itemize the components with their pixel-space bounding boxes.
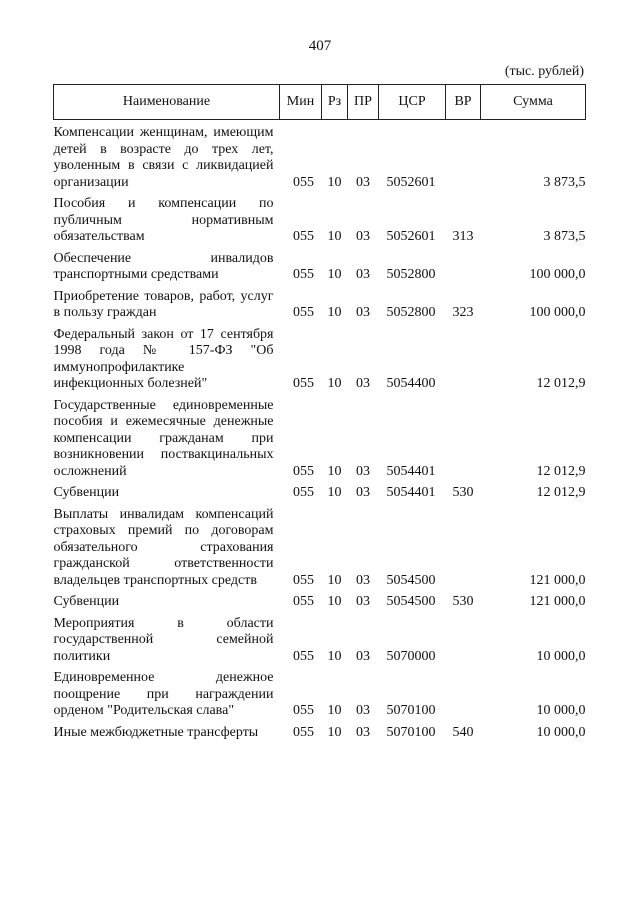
row-sum: 10 000,0 (536, 703, 586, 718)
row-min: 055 (293, 229, 314, 244)
row-name: Пособия и компенсации по публичным нормативным обязательствам (53, 196, 274, 244)
table-row (54, 720, 586, 742)
row-name: Федеральный закон от 17 сентября 1998 года № 157-ФЗ "Об иммунопрофилактике инфекционных болезней" (53, 326, 274, 391)
row-sum: 3 873,5 (543, 229, 586, 244)
row-sum: 10 000,0 (536, 648, 586, 664)
row-sum: 121 000,0 (529, 594, 586, 609)
row-vr (446, 246, 481, 284)
row-csr: 5070100 (386, 724, 436, 740)
table-row (54, 191, 586, 246)
row-vr: 530 (452, 485, 474, 500)
row-sum: 3 873,5 (543, 174, 586, 190)
row-pr: 03 (356, 572, 370, 588)
row-rz: 10 (327, 174, 342, 190)
row-csr: 5052800 (386, 267, 436, 282)
header-vr: ВР (446, 85, 481, 120)
row-pr: 03 (356, 463, 370, 479)
row-pr: 03 (356, 305, 370, 320)
row-vr (446, 393, 481, 481)
row-vr (446, 120, 481, 192)
row-csr: 5054500 (386, 572, 436, 588)
header-pr: ПР (348, 85, 379, 120)
row-rz: 10 (327, 305, 342, 320)
row-csr: 5054401 (386, 485, 436, 500)
table-row (54, 665, 586, 720)
table-row (54, 284, 586, 322)
row-csr: 5052800 (386, 305, 436, 320)
row-name: Иные межбюджетные трансферты (53, 724, 259, 740)
row-min: 055 (293, 174, 314, 190)
row-sum: 12 012,9 (536, 485, 586, 500)
table-row (54, 611, 586, 666)
row-sum: 12 012,9 (536, 376, 586, 391)
row-vr (446, 665, 481, 720)
table-row (54, 589, 586, 611)
row-rz: 10 (327, 229, 342, 244)
row-min: 055 (293, 572, 314, 588)
row-pr: 03 (356, 703, 370, 718)
row-vr: 313 (452, 229, 474, 244)
row-min: 055 (293, 305, 314, 320)
row-rz: 10 (327, 376, 342, 391)
row-sum: 100 000,0 (529, 305, 586, 320)
row-pr: 03 (356, 724, 370, 740)
row-min: 055 (293, 703, 314, 718)
table-row (54, 246, 586, 284)
table-header-row (54, 85, 586, 120)
row-csr: 5052601 (386, 174, 436, 190)
table-row (54, 480, 586, 502)
row-vr: 540 (452, 724, 474, 740)
table-row (54, 393, 586, 481)
row-csr: 5052601 (386, 229, 436, 244)
row-rz: 10 (327, 485, 342, 500)
budget-table (53, 84, 586, 741)
table-row (54, 502, 586, 590)
row-vr (446, 611, 481, 666)
row-sum: 12 012,9 (536, 463, 586, 479)
row-sum: 10 000,0 (536, 724, 586, 740)
row-min: 055 (293, 724, 314, 740)
row-name: Обеспечение инвалидов транспортными средствами (53, 250, 274, 282)
row-vr: 323 (452, 305, 474, 320)
row-pr: 03 (356, 648, 370, 664)
row-pr: 03 (356, 376, 370, 391)
row-name: Субвенции (53, 485, 120, 500)
row-rz: 10 (327, 267, 342, 282)
row-rz: 10 (327, 703, 342, 718)
header-csr: ЦСР (379, 85, 446, 120)
row-min: 055 (293, 463, 314, 479)
row-name: Субвенции (53, 594, 120, 609)
row-name: Мероприятия в области государственной семейной политики (53, 615, 274, 664)
row-pr: 03 (356, 174, 370, 190)
table-row (54, 120, 586, 192)
row-name: Выплаты инвалидам компенсаций страховых премий по договорам обязательного страхования гражданской ответственности владельцев транспортных средств (53, 506, 274, 588)
row-pr: 03 (356, 485, 370, 500)
row-min: 055 (293, 485, 314, 500)
row-csr: 5070100 (386, 703, 436, 718)
row-name: Государственные единовременные пособия и ежемесячные денежные компенсации гражданам при возникновении поствакцинальных осложнений (53, 397, 274, 479)
row-name: Единовременное денежное поощрение при награждении орденом "Родительская слава" (53, 670, 274, 718)
row-vr (446, 502, 481, 590)
units-label: (тыс. рублей) (504, 64, 584, 79)
row-min: 055 (293, 648, 314, 664)
row-sum: 100 000,0 (529, 267, 586, 282)
row-csr: 5054401 (386, 463, 436, 479)
row-csr: 5054500 (386, 594, 436, 609)
row-rz: 10 (327, 594, 342, 609)
header-name: Наименование (54, 85, 280, 120)
header-sum: Сумма (481, 85, 586, 120)
row-rz: 10 (327, 648, 342, 664)
header-min: Мин (280, 85, 322, 120)
header-rz: Рз (322, 85, 348, 120)
row-csr: 5054400 (386, 376, 436, 391)
row-pr: 03 (356, 229, 370, 244)
row-pr: 03 (356, 594, 370, 609)
row-vr (446, 322, 481, 393)
row-sum: 121 000,0 (529, 572, 586, 588)
page-number: 407 (308, 38, 332, 54)
row-min: 055 (293, 594, 314, 609)
row-rz: 10 (327, 463, 342, 479)
row-name: Приобретение товаров, работ, услуг в пользу граждан (53, 288, 274, 320)
row-rz: 10 (327, 724, 342, 740)
row-csr: 5070000 (386, 648, 436, 664)
row-min: 055 (293, 376, 314, 391)
table-row (54, 322, 586, 393)
row-pr: 03 (356, 267, 370, 282)
row-min: 055 (293, 267, 314, 282)
row-vr: 530 (452, 594, 474, 609)
row-name: Компенсации женщинам, имеющим детей в возрасте до трех лет, уволенным в связи с ликвидацией организации (53, 125, 274, 190)
row-rz: 10 (327, 572, 342, 588)
